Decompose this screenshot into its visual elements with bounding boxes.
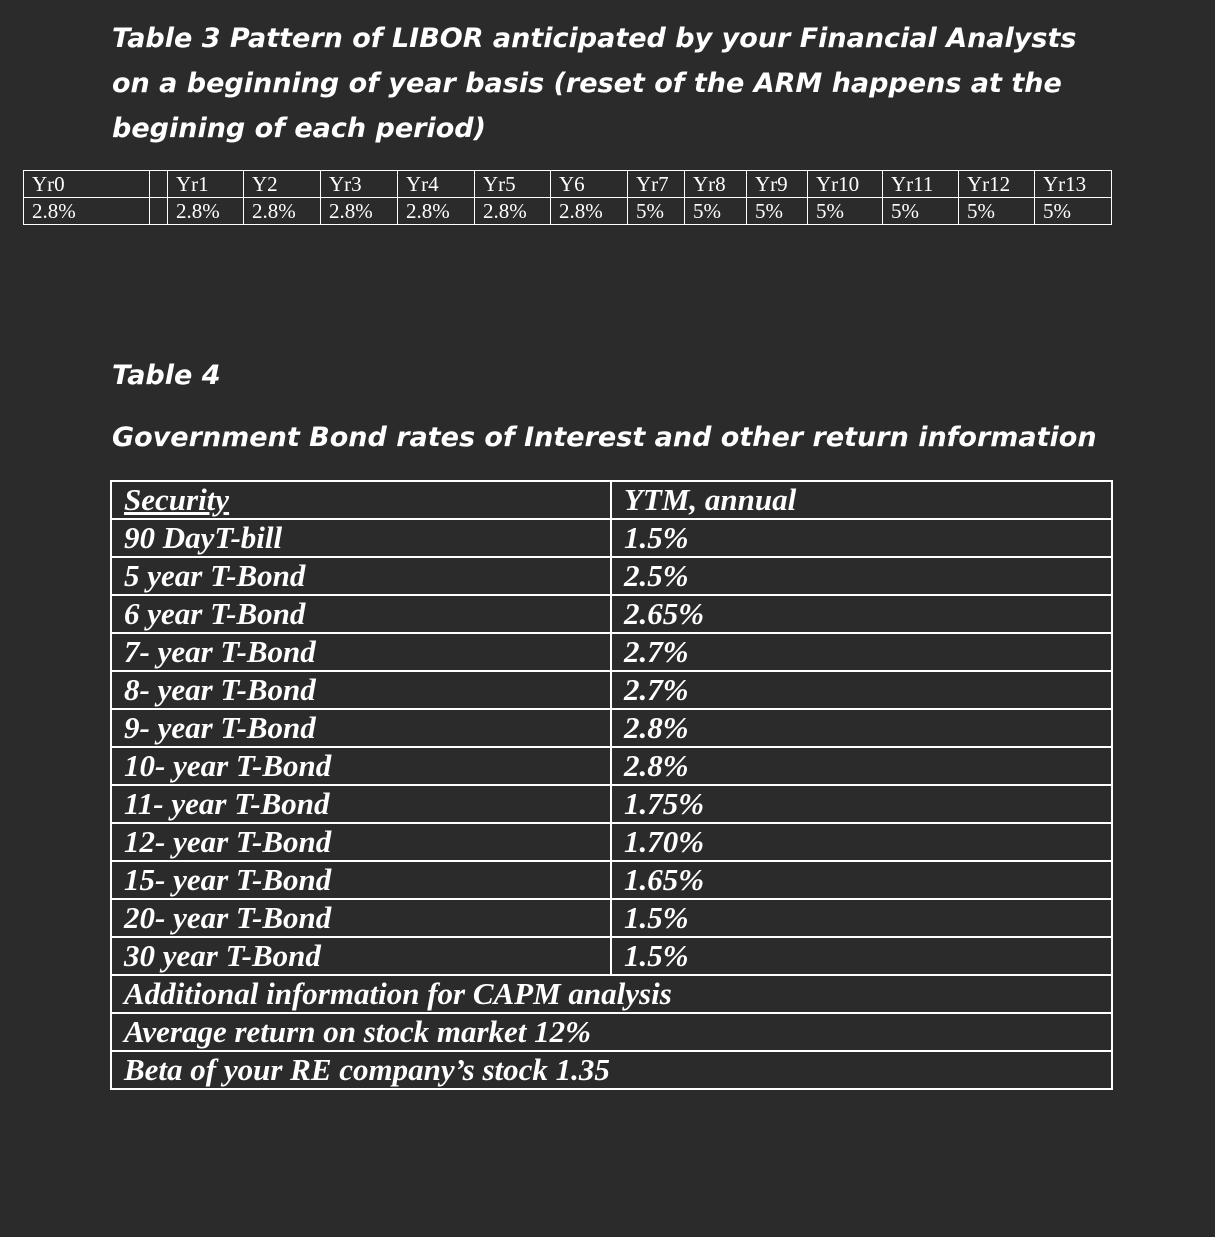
ytm-cell: 2.5% bbox=[611, 557, 1112, 595]
bond-rates-table bbox=[110, 480, 1113, 1090]
libor-header-cell: Yr8 bbox=[685, 171, 747, 198]
libor-header-cell: Yr4 bbox=[398, 171, 475, 198]
table-row bbox=[111, 747, 1112, 785]
libor-table bbox=[23, 170, 1112, 225]
security-cell: 11- year T-Bond bbox=[111, 785, 611, 823]
table-row bbox=[111, 899, 1112, 937]
libor-value-cell: 5% bbox=[747, 198, 808, 225]
ytm-cell: 1.75% bbox=[611, 785, 1112, 823]
market-return-note: Average return on stock market 12% bbox=[111, 1013, 1112, 1051]
libor-value-cell: 5% bbox=[808, 198, 883, 225]
security-cell: 20- year T-Bond bbox=[111, 899, 611, 937]
libor-header-cell: Yr9 bbox=[747, 171, 808, 198]
bond-header-row bbox=[111, 481, 1112, 519]
capm-note-heading: Additional information for CAPM analysis bbox=[111, 975, 1112, 1013]
libor-gap-cell bbox=[150, 198, 168, 225]
table-row bbox=[111, 671, 1112, 709]
table4-label: Table 4 bbox=[112, 360, 221, 391]
libor-header-cell: Yr1 bbox=[168, 171, 244, 198]
libor-gap-cell bbox=[150, 171, 168, 198]
libor-header-cell: Yr11 bbox=[883, 171, 959, 198]
libor-header-cell: Yr5 bbox=[475, 171, 551, 198]
security-cell: 10- year T-Bond bbox=[111, 747, 611, 785]
libor-value-cell: 2.8% bbox=[398, 198, 475, 225]
libor-value-cell: 2.8% bbox=[551, 198, 628, 225]
ytm-cell: 2.8% bbox=[611, 747, 1112, 785]
libor-value-cell: 2.8% bbox=[475, 198, 551, 225]
libor-header-cell: Yr0 bbox=[24, 171, 150, 198]
ytm-cell: 1.5% bbox=[611, 899, 1112, 937]
libor-value-cell: 2.8% bbox=[321, 198, 398, 225]
security-cell: 6 year T-Bond bbox=[111, 595, 611, 633]
table-row bbox=[111, 823, 1112, 861]
ytm-cell: 2.7% bbox=[611, 633, 1112, 671]
security-cell: 9- year T-Bond bbox=[111, 709, 611, 747]
table-row bbox=[111, 937, 1112, 975]
note-row bbox=[111, 1051, 1112, 1089]
beta-note: Beta of your RE company’s stock 1.35 bbox=[111, 1051, 1112, 1089]
ytm-cell: 1.5% bbox=[611, 519, 1112, 557]
table-row bbox=[111, 519, 1112, 557]
ytm-column-header: YTM, annual bbox=[611, 481, 1112, 519]
security-cell: 90 DayT-bill bbox=[111, 519, 611, 557]
libor-header-cell: Yr10 bbox=[808, 171, 883, 198]
security-cell: 12- year T-Bond bbox=[111, 823, 611, 861]
ytm-cell: 2.65% bbox=[611, 595, 1112, 633]
note-row bbox=[111, 1013, 1112, 1051]
security-cell: 7- year T-Bond bbox=[111, 633, 611, 671]
table3-title: Table 3 Pattern of LIBOR anticipated by your Financial Analysts on a beginning of year basis (reset of the ARM happens at the begining of each period) bbox=[112, 23, 1077, 144]
libor-value-cell: 5% bbox=[1035, 198, 1112, 225]
table-row bbox=[111, 709, 1112, 747]
libor-value-cell: 5% bbox=[685, 198, 747, 225]
note-row bbox=[111, 975, 1112, 1013]
ytm-cell: 1.65% bbox=[611, 861, 1112, 899]
libor-value-row bbox=[24, 198, 1112, 225]
table-row bbox=[111, 785, 1112, 823]
table-row bbox=[111, 633, 1112, 671]
libor-value-cell: 2.8% bbox=[24, 198, 150, 225]
security-cell: 5 year T-Bond bbox=[111, 557, 611, 595]
libor-header-cell: Yr13 bbox=[1035, 171, 1112, 198]
libor-value-cell: 2.8% bbox=[244, 198, 321, 225]
security-cell: 8- year T-Bond bbox=[111, 671, 611, 709]
libor-value-cell: 5% bbox=[959, 198, 1035, 225]
table-row bbox=[111, 595, 1112, 633]
ytm-cell: 2.8% bbox=[611, 709, 1112, 747]
security-cell: 15- year T-Bond bbox=[111, 861, 611, 899]
security-cell: 30 year T-Bond bbox=[111, 937, 611, 975]
libor-header-row bbox=[24, 171, 1112, 198]
libor-header-cell: Yr3 bbox=[321, 171, 398, 198]
libor-header-cell: Yr12 bbox=[959, 171, 1035, 198]
libor-value-cell: 5% bbox=[883, 198, 959, 225]
libor-value-cell: 2.8% bbox=[168, 198, 244, 225]
table4-caption: Government Bond rates of Interest and other return information bbox=[112, 422, 1097, 453]
table-row bbox=[111, 861, 1112, 899]
libor-header-cell: Yr7 bbox=[628, 171, 685, 198]
libor-header-cell: Y6 bbox=[551, 171, 628, 198]
ytm-cell: 1.70% bbox=[611, 823, 1112, 861]
libor-value-cell: 5% bbox=[628, 198, 685, 225]
ytm-cell: 2.7% bbox=[611, 671, 1112, 709]
ytm-cell: 1.5% bbox=[611, 937, 1112, 975]
table-row bbox=[111, 557, 1112, 595]
security-column-header: Security bbox=[111, 481, 611, 519]
libor-header-cell: Y2 bbox=[244, 171, 321, 198]
